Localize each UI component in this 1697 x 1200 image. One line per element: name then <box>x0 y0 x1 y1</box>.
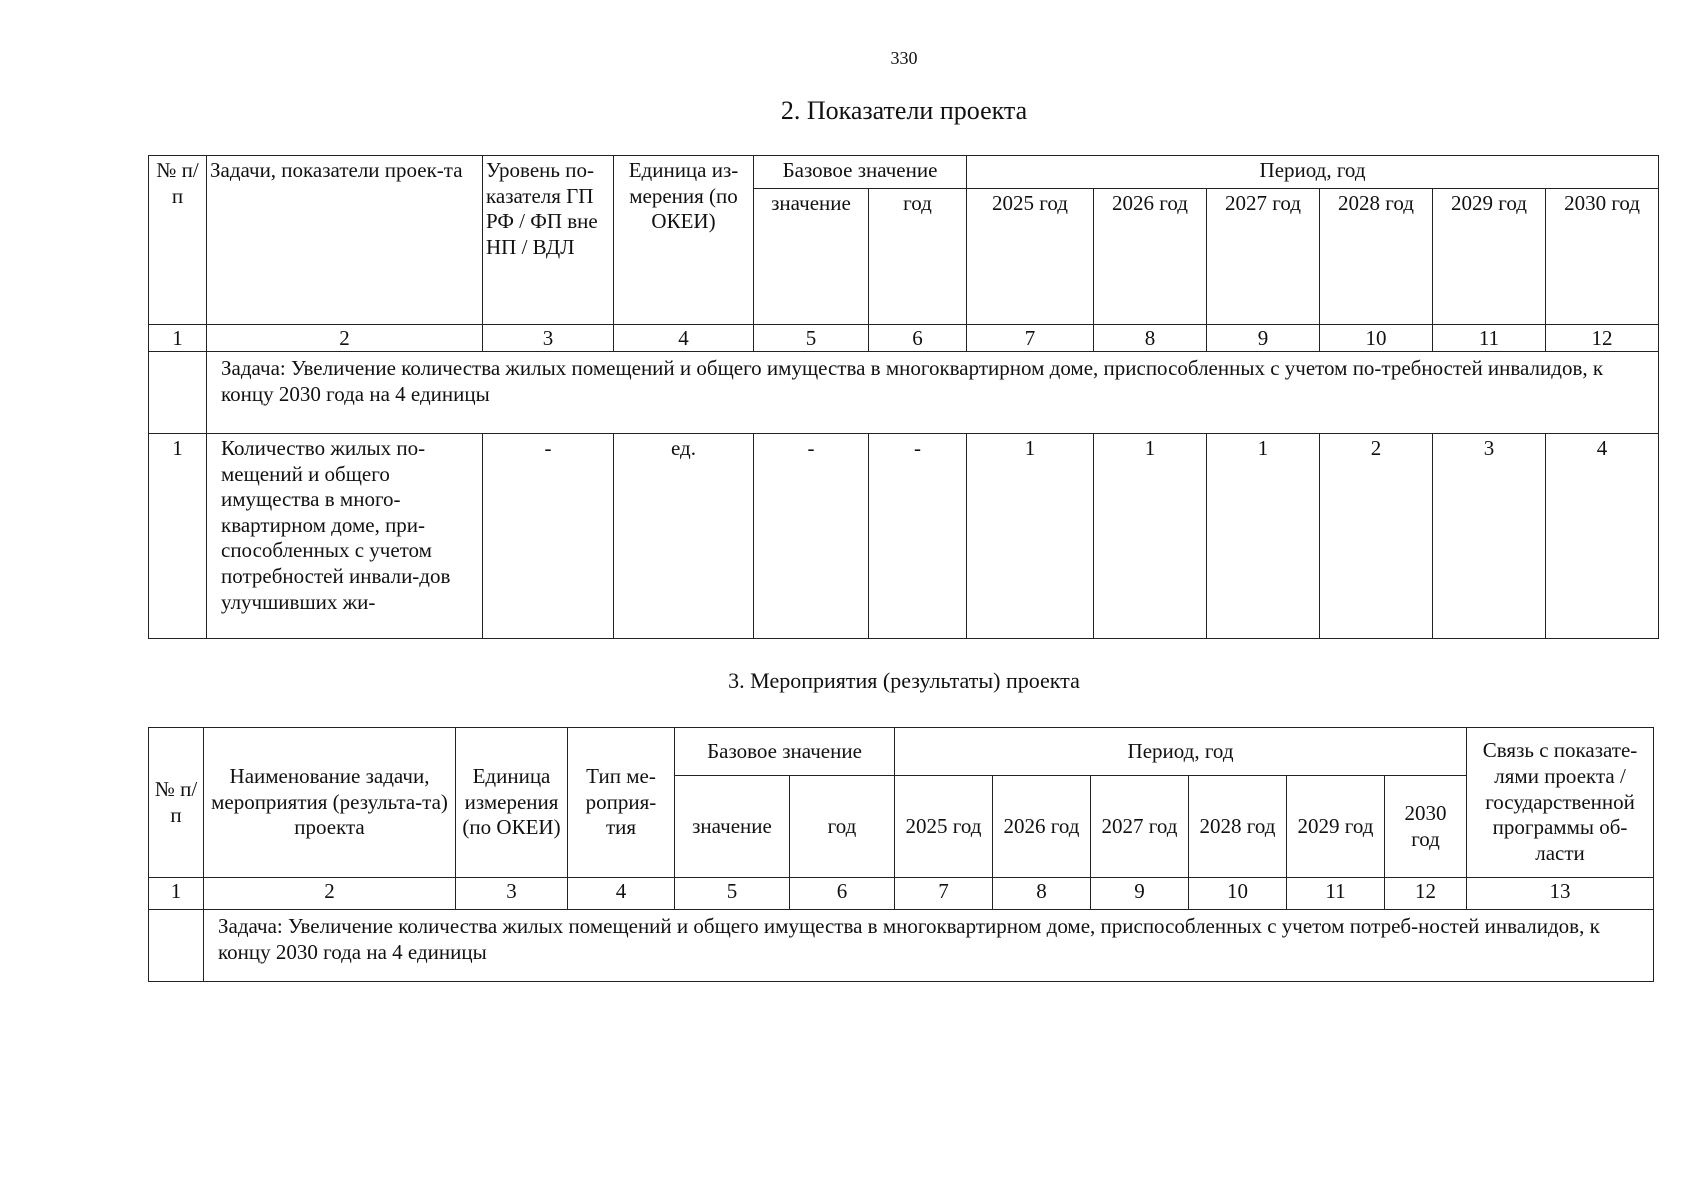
indicator-level: - <box>483 434 614 639</box>
col-number: 13 <box>1467 878 1654 910</box>
header-base: Базовое значение <box>675 728 895 776</box>
col-number: 10 <box>1320 325 1433 352</box>
row-num: 1 <box>149 434 207 639</box>
indicator-value-2027: 1 <box>1207 434 1320 639</box>
header-year-2028: 2028 год <box>1189 776 1287 878</box>
section-title-activities: 3. Мероприятия (результаты) проекта <box>728 668 1080 693</box>
task-text: Задача: Увеличение количества жилых помещений и общего имущества в многоквартирном доме, приспособленных с учетом по-требностей инвалидов, к концу 2030 года на 4 единицы <box>207 352 1659 434</box>
indicator-name: Количество жилых по-мещений и общего имущества в много-квартирном доме, при-способленных с учетом потребностей инвали-дов улучшивших жи- <box>207 434 483 639</box>
header-tasks: Задачи, показатели проек-та <box>207 156 483 325</box>
page-number: 330 <box>890 48 918 68</box>
header-year-2025: 2025 год <box>895 776 993 878</box>
col-number: 4 <box>568 878 675 910</box>
indicator-value-2025: 1 <box>967 434 1094 639</box>
header-level: Уровень по-казателя ГП РФ / ФП вне НП / ВДЛ <box>483 156 614 325</box>
header-year-2026: 2026 год <box>993 776 1091 878</box>
indicator-base-value: - <box>754 434 869 639</box>
header-unit: Единица из-мерения (по ОКЕИ) <box>614 156 754 325</box>
indicator-base-year: - <box>869 434 967 639</box>
header-base: Базовое значение <box>754 156 967 189</box>
header-base-value: значение <box>675 776 790 878</box>
header-year-2029: 2029 год <box>1287 776 1385 878</box>
section-title-indicators: 2. Показатели проекта <box>780 96 1028 125</box>
col-number: 7 <box>895 878 993 910</box>
header-link: Связь с показате-лями проекта / государственной программы об-ласти <box>1467 728 1654 878</box>
indicator-value-2029: 3 <box>1433 434 1546 639</box>
header-year-2025: 2025 год <box>967 189 1094 325</box>
header-type: Тип ме-роприя-тия <box>568 728 675 878</box>
col-number: 8 <box>993 878 1091 910</box>
header-unit: Единица измерения (по ОКЕИ) <box>456 728 568 878</box>
col-number: 12 <box>1385 878 1467 910</box>
col-number: 6 <box>790 878 895 910</box>
header-base-year: год <box>790 776 895 878</box>
task-row-num <box>149 910 204 982</box>
col-number: 4 <box>614 325 754 352</box>
header-year-2029: 2029 год <box>1433 189 1546 325</box>
indicator-unit: ед. <box>614 434 754 639</box>
col-number: 1 <box>149 325 207 352</box>
header-num: № п/п <box>149 156 207 325</box>
header-year-2030: 2030 год <box>1546 189 1659 325</box>
header-year-2030: 2030 год <box>1385 776 1467 878</box>
header-num: № п/п <box>149 728 204 878</box>
header-year-2027: 2027 год <box>1207 189 1320 325</box>
col-number: 9 <box>1091 878 1189 910</box>
col-number: 3 <box>483 325 614 352</box>
header-year-2026: 2026 год <box>1094 189 1207 325</box>
col-number: 2 <box>207 325 483 352</box>
col-number: 2 <box>204 878 456 910</box>
col-number: 5 <box>675 878 790 910</box>
header-period: Период, год <box>967 156 1659 189</box>
col-number: 11 <box>1287 878 1385 910</box>
col-number: 11 <box>1433 325 1546 352</box>
col-number: 5 <box>754 325 869 352</box>
task-text: Задача: Увеличение количества жилых помещений и общего имущества в многоквартирном доме, приспособленных с учетом потреб-ностей инвалидов, к концу 2030 года на 4 единицы <box>204 910 1654 982</box>
col-number: 1 <box>149 878 204 910</box>
col-number: 3 <box>456 878 568 910</box>
task-row-num <box>149 352 207 434</box>
header-year-2027: 2027 год <box>1091 776 1189 878</box>
activities-table <box>148 727 1654 982</box>
indicator-value-2030: 4 <box>1546 434 1659 639</box>
header-base-value: значение <box>754 189 869 325</box>
col-number: 8 <box>1094 325 1207 352</box>
col-number: 9 <box>1207 325 1320 352</box>
indicator-value-2026: 1 <box>1094 434 1207 639</box>
header-base-year: год <box>869 189 967 325</box>
indicator-value-2028: 2 <box>1320 434 1433 639</box>
col-number: 10 <box>1189 878 1287 910</box>
col-number: 12 <box>1546 325 1659 352</box>
indicators-table <box>148 155 1659 639</box>
header-year-2028: 2028 год <box>1320 189 1433 325</box>
col-number: 7 <box>967 325 1094 352</box>
col-number: 6 <box>869 325 967 352</box>
header-period: Период, год <box>895 728 1467 776</box>
header-name: Наименование задачи, мероприятия (результа-та) проекта <box>204 728 456 878</box>
